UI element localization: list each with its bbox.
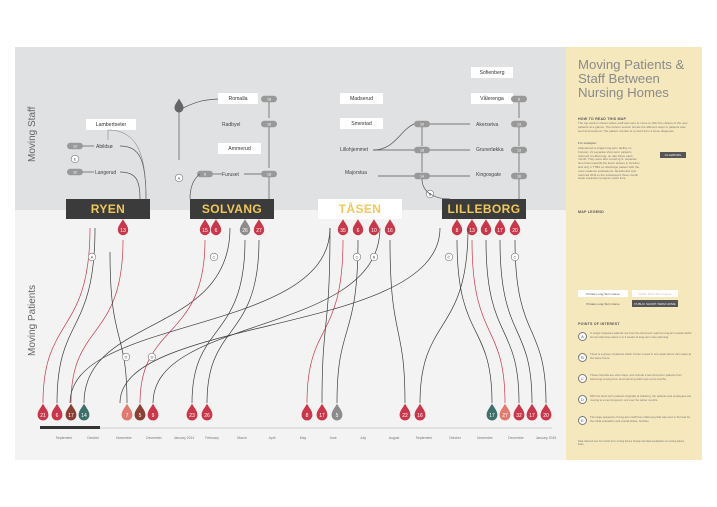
poi-marker-b-1-label: B xyxy=(372,254,376,260)
poi-marker-a-staff-label: A xyxy=(177,175,181,181)
poi-marker-c-4-label: C xyxy=(513,254,517,260)
month-label: November xyxy=(116,436,132,440)
patient-drop-12-label: 22 xyxy=(402,412,408,419)
month-label: July xyxy=(359,436,367,440)
home-drop-9-label: 8 xyxy=(455,227,459,234)
legend-public-shortterm-2: PUBLIC SHORT-TERM HOME xyxy=(632,300,678,307)
poi-letter: E xyxy=(578,416,587,425)
patient-flow-4 xyxy=(110,252,127,403)
home-drop-4-label: 27 xyxy=(256,227,262,234)
month-label: January 2014 xyxy=(173,436,195,440)
ward-lillohjemmet: Lillohjemmet xyxy=(340,147,369,153)
staff-pill-ammerud-label: 18 xyxy=(267,172,271,177)
map-legend-title: MAP LEGEND xyxy=(578,210,604,214)
poi-text: These intervals are short stays, and include a few short-term patients from Lillemoug moving from and returning within just a few months. xyxy=(590,373,682,381)
staff-pill-kingosgate-label: 16 xyxy=(517,174,521,179)
staff-pill-langerud-label: 10 xyxy=(73,170,77,175)
month-label: August xyxy=(388,436,400,440)
patient-flow-7 xyxy=(192,240,245,403)
patients-band-label: Moving Patients xyxy=(27,284,38,356)
example-text: Abandoned a single long-term facility on Furuset, 21 separate short-term patients returned to Lillemoug, on day Since each month. They were also covering S. separate time lines towards the lower sphere in October and only 1 TTBA on discharge patient with the more cadence evaluations. Abandoned vest returned 2011 to the subsequent three-month week expansion program each time. xyxy=(578,146,640,181)
month-label: February xyxy=(205,436,219,440)
poi-text: With the short-term patients originally at Lilleborg, the patients and employees are moving to a new long-term unit over the winter months. xyxy=(590,394,692,402)
patient-drop-4-label: 7 xyxy=(125,412,129,419)
staff-pill-radbyel-label: 16 xyxy=(267,122,271,127)
legend-example-home: LILLEBORG xyxy=(660,152,686,158)
ward-ammerud: Ammerud xyxy=(218,143,261,154)
patient-drop-17-label: 17 xyxy=(529,412,535,419)
patient-drop-2-label: 17 xyxy=(68,412,74,419)
points-of-interest-title: POINTS OF INTEREST xyxy=(578,322,620,326)
ward-smestad: Smestad xyxy=(340,118,383,129)
poi-letter: D xyxy=(578,395,587,404)
patient-flow-11 xyxy=(337,240,358,403)
patient-flow-8 xyxy=(207,240,259,403)
ward-kingosgate: Kingosgate xyxy=(476,172,502,178)
ward-langerud: Langerud xyxy=(95,170,117,176)
poster-title: Moving Patients & Staff Between Nursing Homes xyxy=(578,57,685,100)
flow-furuset-solvang xyxy=(190,174,200,199)
poi-marker-c-1-label: C xyxy=(212,254,216,260)
patient-drop-13-label: 16 xyxy=(417,412,423,419)
poi-marker-d-1-label: D xyxy=(124,354,128,360)
ward-abildso: Abildsø xyxy=(96,144,113,150)
poi-marker-c-3-label: C xyxy=(447,254,451,260)
poi-text: In single instances patients are from the short-term ward to long-term wards within homes that have about 1 to 2 weeks of long-term care planning. xyxy=(590,331,692,339)
ward-lambertseter: Lambertseter xyxy=(86,119,136,130)
patient-flow-20 xyxy=(120,228,440,403)
month-label: September xyxy=(415,436,433,440)
staff-drop-solvang xyxy=(175,99,184,113)
patient-flow-0 xyxy=(43,228,90,403)
staff-pill-lillohjemmet-label: 10 xyxy=(420,122,424,127)
patient-drop-11-label: 5 xyxy=(335,412,339,419)
staff-pill-lilleborg-b-label: 14 xyxy=(420,174,424,179)
home-drop-12-label: 17 xyxy=(497,227,503,234)
home-solvang: SOLVANG xyxy=(190,199,274,219)
how-to-read-text: The top section shows where staff was sent to move to offer the visitors of the new patients at a glance. The bottom section shows the different ways in patients was sent and returned. The patient number is a count from 1 since diagnosis. xyxy=(578,121,688,133)
home-drop-6-label: 6 xyxy=(356,227,360,234)
footnote: Data collected over 16 months from nursing homes. Design and data visualisation on moving patient flows. xyxy=(578,440,685,446)
how-to-read-title: HOW TO READ THIS MAP xyxy=(578,117,627,121)
poi-marker-a-1-label: A xyxy=(90,254,94,260)
staff-pill-romalla-label: 18 xyxy=(267,97,271,102)
legend-private-longterm-2: Private Long-Term Home xyxy=(586,301,620,306)
patient-drop-5-label: 5 xyxy=(138,412,142,419)
flow-langerud-ryen xyxy=(120,172,140,199)
home-ryen: RYEN xyxy=(66,199,150,219)
month-label: June xyxy=(329,436,337,440)
ward-romalla: Romalla xyxy=(218,93,258,104)
timeline-highlight xyxy=(40,426,100,429)
poi-letter: A xyxy=(578,332,587,341)
patient-drop-1-label: 6 xyxy=(55,412,59,419)
patient-drop-15-label: 27 xyxy=(502,412,508,419)
patient-flow-5 xyxy=(140,240,205,403)
ward-furuset: Furuset xyxy=(222,172,239,178)
patient-drop-9-label: 8 xyxy=(305,412,309,419)
home-drop-10-label: 13 xyxy=(469,227,475,234)
patient-drop-18-label: 20 xyxy=(543,412,549,419)
legend-private-longterm: Private Long-Term Home xyxy=(578,290,628,297)
month-label: April xyxy=(268,436,276,440)
patient-drop-3-label: 14 xyxy=(81,412,87,419)
month-label: October xyxy=(86,436,100,440)
patient-flow-10 xyxy=(322,228,330,403)
home-drop-0-label: 13 xyxy=(120,227,126,234)
home-drop-2-label: 6 xyxy=(214,227,218,234)
month-label: October xyxy=(448,436,462,440)
ward-madserud: Madserud xyxy=(340,93,383,104)
flow-lambertseter xyxy=(108,130,146,199)
flow-to-romalla xyxy=(183,99,218,108)
month-label: September xyxy=(55,436,73,440)
ward-akersetva: Akersetva xyxy=(476,122,499,128)
staff-pill-valerenga-label: 8 xyxy=(518,97,520,102)
patient-flow-19 xyxy=(70,228,330,403)
patient-drop-8-label: 26 xyxy=(204,412,210,419)
patient-flow-6 xyxy=(150,228,380,403)
staff-pill-furuset-label: 8 xyxy=(204,172,206,177)
poi-text: The large sequence of long-term staff from Lillemoug that was sent to Furuset for the initial evaluation and overall phase, finishes. xyxy=(590,415,691,423)
poi-marker-d-2-label: D xyxy=(150,354,154,360)
home-drop-5-label: 35 xyxy=(340,227,346,234)
month-label: November xyxy=(477,436,493,440)
month-label: January 2015 xyxy=(535,436,557,440)
staff-pill-grunerlokka-label: 13 xyxy=(517,148,521,153)
home-drop-8-label: 16 xyxy=(387,227,393,234)
staff-pill-lilleborg-a-label: 18 xyxy=(420,148,424,153)
poi-marker-c-2-label: C xyxy=(355,254,359,260)
staff-pill-abildso-label: 13 xyxy=(73,144,77,149)
legend-public-shortterm: Public Short-Term Home xyxy=(632,290,678,297)
poi-text: There is a group of patients which is then moved in one week where then stays at the same home. xyxy=(590,352,691,360)
patient-flow-13 xyxy=(420,228,468,403)
home-drop-11-label: 6 xyxy=(484,227,488,234)
patient-drop-10-label: 17 xyxy=(319,412,325,419)
poi-marker-e-staff-label: E xyxy=(73,156,77,162)
patient-drop-14-label: 17 xyxy=(489,412,495,419)
month-label: December xyxy=(508,436,524,440)
patient-drop-0-label: 21 xyxy=(40,412,46,419)
home-drop-7-label: 10 xyxy=(371,227,377,234)
month-label: May xyxy=(299,436,307,440)
ward-sofienberg: Sofienberg xyxy=(471,67,513,78)
home-drop-1-label: 15 xyxy=(202,227,208,234)
patient-drop-16-label: 32 xyxy=(516,412,522,419)
patient-flow-12 xyxy=(390,240,405,403)
ward-radbyel: Radbyel xyxy=(222,122,241,128)
month-label: March xyxy=(237,436,247,440)
home-drop-3-label: 26 xyxy=(242,227,248,234)
staff-pill-akersetva-label: 13 xyxy=(517,122,521,127)
ward-valerenga: Vålerenga xyxy=(471,93,513,104)
home-tasen: TÅSEN xyxy=(318,199,402,219)
ward-grunerlokka: Grunerløkka xyxy=(476,147,504,153)
poi-letter: C xyxy=(578,374,587,383)
home-drop-13-label: 20 xyxy=(512,227,518,234)
patient-flow-15 xyxy=(472,240,505,403)
example-title: For example: xyxy=(578,141,597,145)
patient-drop-6-label: 9 xyxy=(151,412,155,419)
poi-letter: B xyxy=(578,353,587,362)
month-label: December xyxy=(146,436,162,440)
patient-drop-7-label: 23 xyxy=(189,412,195,419)
home-lilleborg: LILLEBORG xyxy=(442,199,526,219)
staff-band-label: Moving Staff xyxy=(27,106,38,162)
ward-majorstua: Majorstua xyxy=(345,170,367,176)
flow-to-lilleborg xyxy=(422,179,450,199)
poi-marker-b-staff-label: B xyxy=(428,191,432,197)
flow-lillohjemmet-a xyxy=(373,124,414,150)
